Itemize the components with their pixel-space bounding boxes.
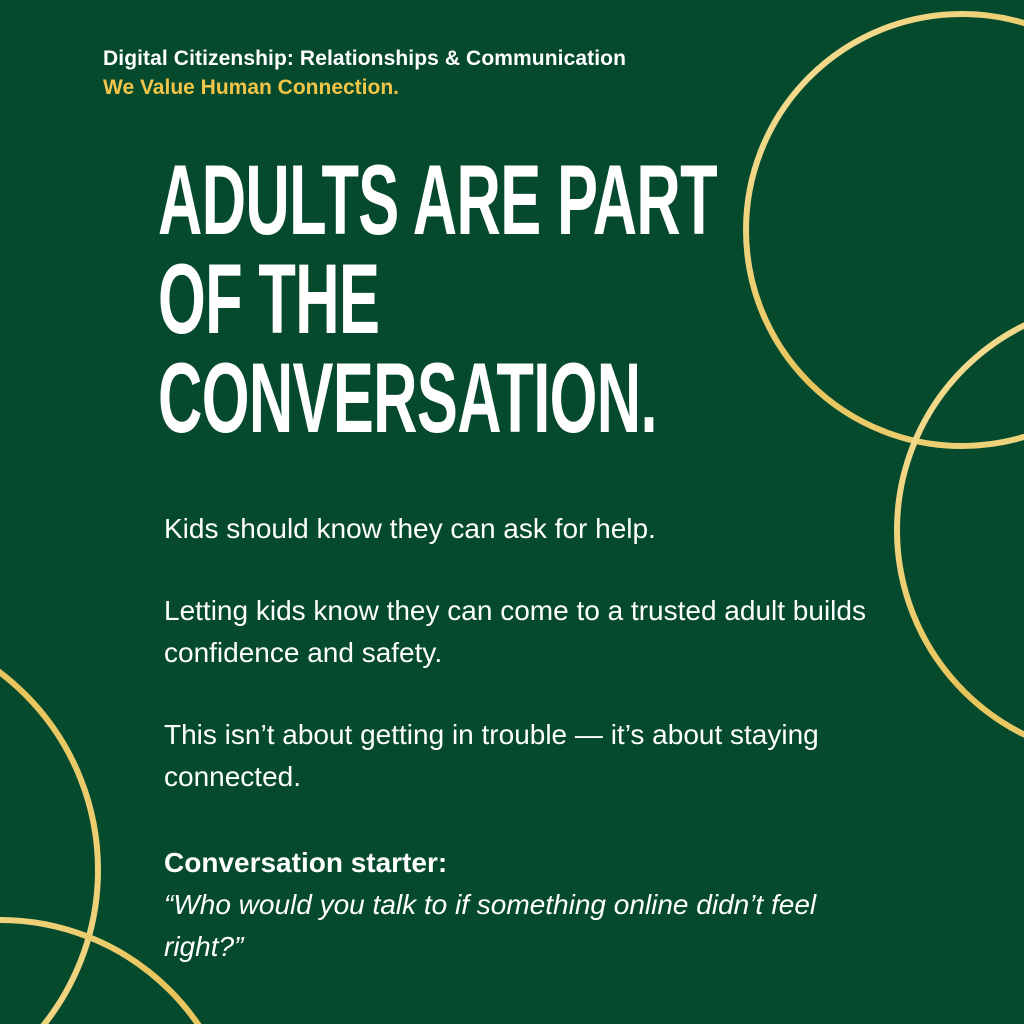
headline-line: CONVERSATION. — [158, 342, 657, 453]
ring-right — [897, 302, 1024, 758]
headline-line: ADULTS ARE PART — [158, 144, 718, 255]
conversation-starter — [164, 842, 884, 968]
body-paragraph: This isn’t about getting in trouble — it’s about staying connected. — [164, 719, 819, 792]
body-paragraph: Letting kids know they can come to a trusted adult builds confidence and safety. — [164, 595, 866, 668]
ring-top-right — [746, 14, 1024, 446]
headline — [158, 144, 718, 453]
starter-quote: “Who would you talk to if something online didn’t feel right?” — [164, 889, 817, 962]
body-text — [164, 508, 884, 838]
starter-label: Conversation starter: — [164, 847, 448, 878]
series-title: Digital Citizenship: Relationships & Communication — [103, 47, 627, 70]
body-paragraph: Kids should know they can ask for help. — [164, 513, 656, 544]
ring-bottom-left — [0, 622, 98, 1024]
headline-line: OF THE — [158, 243, 380, 354]
tagline: We Value Human Connection. — [103, 76, 399, 99]
